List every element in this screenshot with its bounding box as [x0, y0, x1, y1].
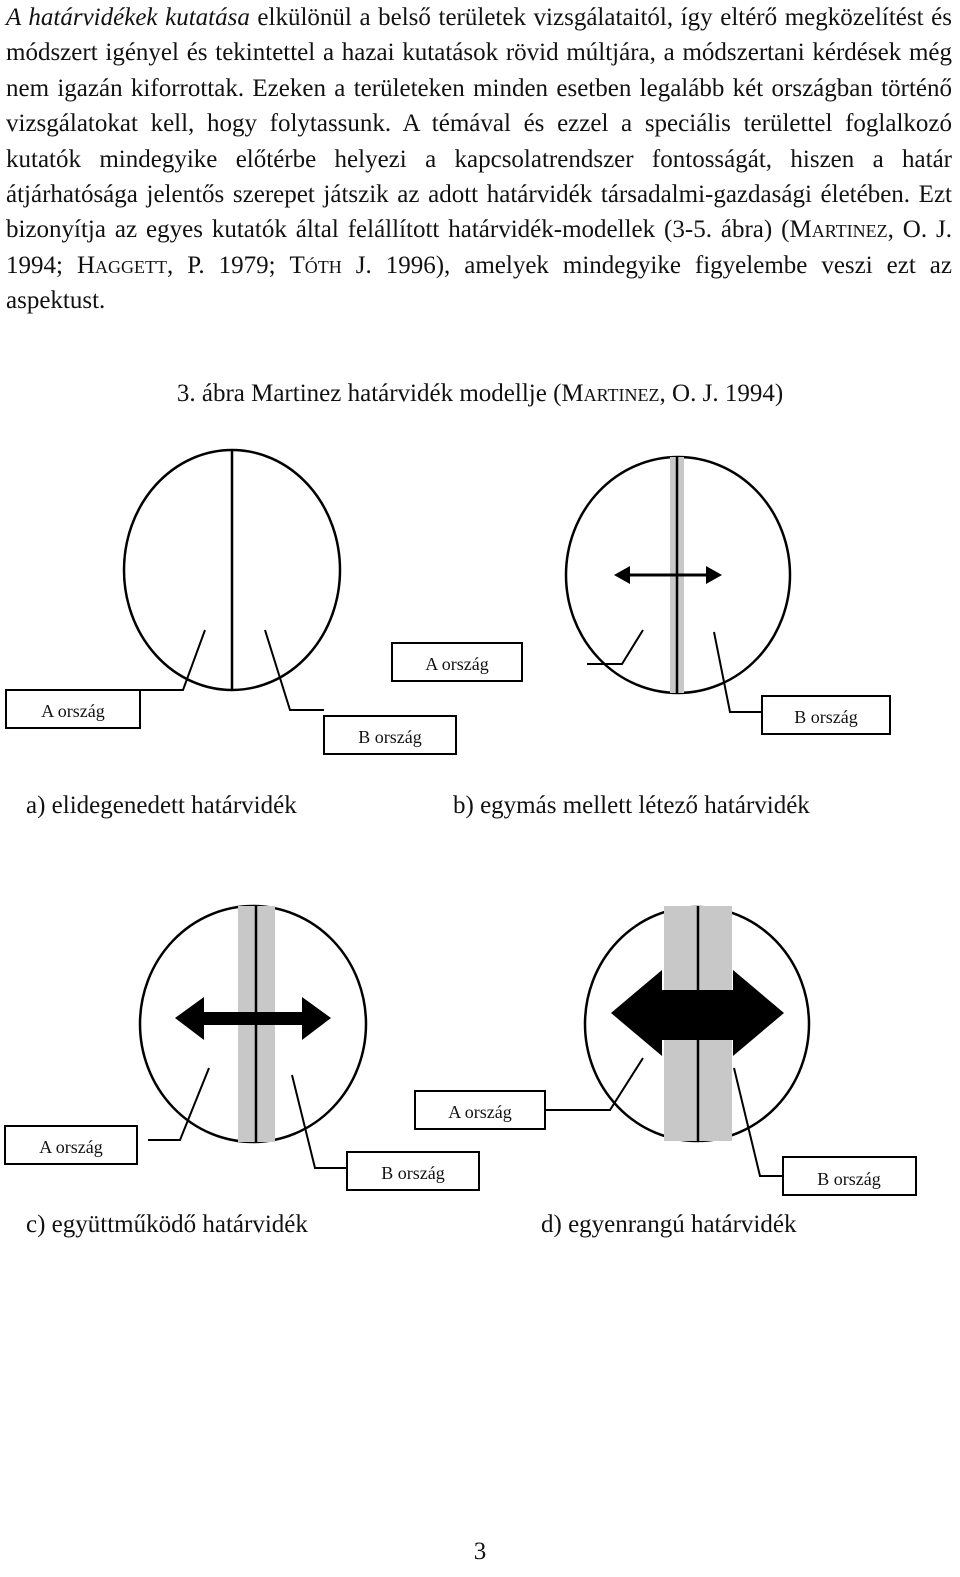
svg-text:B ország: B ország	[817, 1169, 881, 1189]
paragraph-text-2: , O. J. 1994;	[6, 216, 952, 279]
svg-text:A ország: A ország	[425, 654, 489, 674]
svg-text:B ország: B ország	[794, 707, 858, 727]
paragraph-text-3: , P. 1979;	[166, 251, 290, 279]
author-toth: Tóth	[289, 251, 342, 279]
svg-text:A ország: A ország	[39, 1137, 103, 1157]
svg-text:A ország: A ország	[41, 701, 105, 721]
paragraph-text-4: J. 1996), amelyek mindegyike figyelembe veszi ezt az aspektust.	[6, 251, 952, 315]
panel-d-diagram	[415, 906, 916, 1195]
page-number: 3	[473, 1538, 487, 1565]
figure-title: 3. ábra Martinez határvidék modellje (Martinez, O. J. 1994)	[176, 380, 784, 407]
panel-a-label-a	[6, 690, 140, 728]
svg-text:B ország: B ország	[381, 1163, 445, 1183]
panel-c-label-a	[5, 1126, 137, 1164]
author-haggett: Haggett	[76, 251, 167, 279]
panel-d-caption: d) egyenrangú határvidék	[541, 1211, 797, 1238]
panel-c-caption: c) együttműködő határvidék	[26, 1211, 308, 1238]
italic-phrase: A határvidékek kutatása	[6, 4, 250, 31]
svg-text:A ország: A ország	[448, 1102, 512, 1122]
author-martinez: Martinez	[789, 216, 888, 244]
panel-a-diagram	[6, 450, 456, 754]
panel-c-label-b	[347, 1152, 479, 1190]
panel-b-label-b	[762, 696, 890, 734]
panel-a-caption: a) elidegenedett határvidék	[26, 792, 297, 819]
panel-d-label-b	[783, 1157, 916, 1195]
panel-b-caption: b) egymás mellett létező határvidék	[453, 792, 810, 819]
panel-d-label-a	[415, 1091, 545, 1129]
panel-c-diagram	[5, 906, 479, 1190]
paragraph-text-1: elkülönül a belső területek vizsgálataitól, így eltérő megközelítést és módszert igényel és tekintettel a hazai kutatások rövid múltjára, a módszertani kérdések még nem igazán kiforrottak. Ezeken a területeken minden esetben legalább két országban történő vizsgálatokat kell, hogy folytassunk. A témával és ezzel a speciális területtel foglalkozó kutatók mindegyike előtérbe helyezi a kapcsolatrendszer fontosságát, hiszen a határ átjárhatósága jelentős szerepet játszik az adott határvidék társadalmi-gazdasági életében. Ezt bizonyítja az egyes kutatók által felállított határvidék-modellek (3-5. ábra) (	[6, 4, 952, 244]
panel-b-label-a	[392, 643, 522, 681]
svg-text:B ország: B ország	[358, 727, 422, 747]
panel-a-label-b	[324, 716, 456, 754]
panel-b-diagram	[392, 457, 890, 734]
